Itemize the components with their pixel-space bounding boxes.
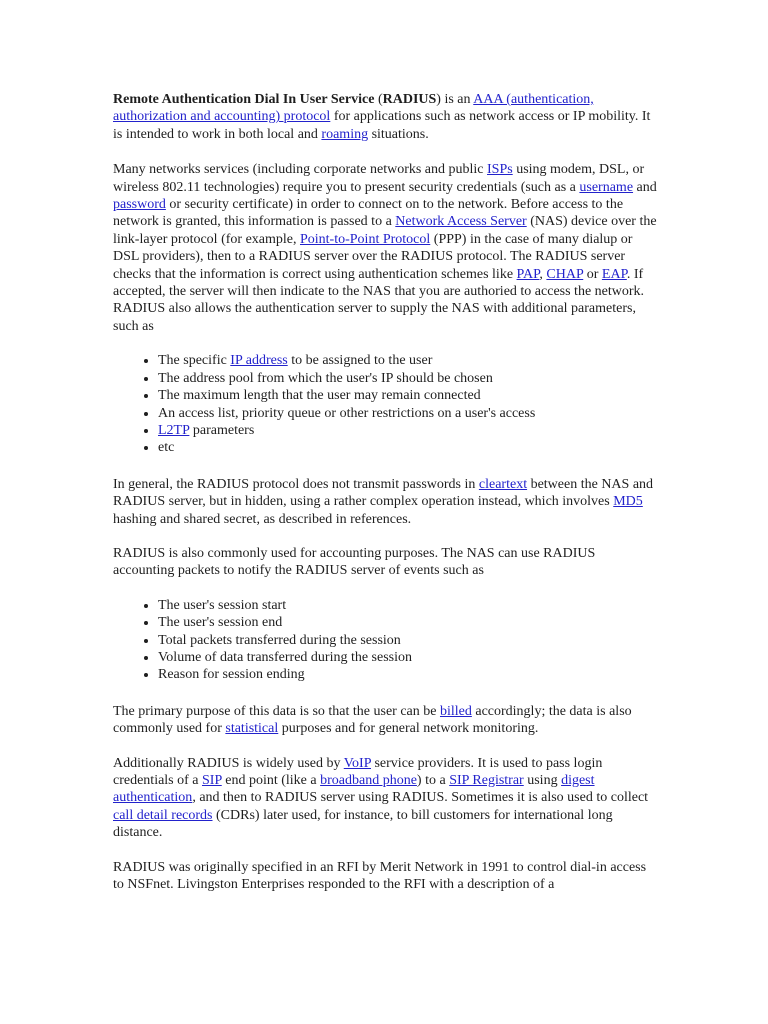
text-span: , and then to RADIUS server using RADIUS. Sometimes it is also used to collect xyxy=(192,790,649,806)
text-span: to be assigned to the user xyxy=(287,353,433,369)
text-span: (CDRs) later used, for instance, to bill customers for international long distance. xyxy=(113,807,613,841)
list-item: • The user's session start xyxy=(158,597,659,614)
link-billed[interactable]: billed xyxy=(439,703,472,719)
term-full-name: Remote Authentication Dial In User Service xyxy=(113,92,375,107)
link-aaa-protocol[interactable]: AAA (authentication, authorization and accounting) protocol xyxy=(113,92,594,125)
list-item xyxy=(158,422,659,439)
list-item xyxy=(158,352,659,369)
accounting-paragraph: RADIUS is also commonly used for accounting purposes. The NAS can use RADIUS accounting packets to notify the RADIUS server of events such as xyxy=(113,545,596,579)
text-span: (NAS) device over the link-layer protocol (for example, xyxy=(113,214,657,247)
text-span: In general, the RADIUS protocol does not transmit passwords in xyxy=(113,476,479,492)
link-eap[interactable]: EAP xyxy=(601,266,627,282)
list-item: • An access list, priority queue or other restrictions on a user's access xyxy=(158,405,659,422)
billing-paragraph xyxy=(113,703,659,738)
voip-paragraph xyxy=(113,755,659,842)
text-span: between the NAS and RADIUS server, but in hidden, using a rather complex operation instead, which involves xyxy=(113,476,654,510)
text-span: situations. xyxy=(368,126,429,142)
text-span: ( xyxy=(374,92,383,107)
list-item: • etc xyxy=(158,439,659,456)
text-span: or security certificate) in order to connect on to the network. Before access to the network is granted, this information is passed to a xyxy=(113,197,624,230)
term-abbreviation: RADIUS xyxy=(382,92,437,107)
link-roaming[interactable]: roaming xyxy=(321,126,369,142)
text-span: or xyxy=(583,266,602,282)
link-broadband-phone[interactable]: broadband phone xyxy=(320,773,417,788)
list-item: • Volume of data transferred during the session xyxy=(158,649,659,666)
text-span: ) is an xyxy=(436,92,474,107)
document-page xyxy=(113,91,659,910)
text-span: (PPP) in the case of many dialup or DSL providers), then to a RADIUS server over the RADIUS protocol. The RADIUS server checks that the information is correct using authentication schemes like xyxy=(113,231,633,282)
link-isps[interactable]: ISPs xyxy=(487,162,513,178)
link-ip-address[interactable]: IP address xyxy=(230,353,288,369)
link-pap[interactable]: PAP xyxy=(516,266,540,282)
text-span: end point (like a xyxy=(221,773,321,788)
link-sip[interactable]: SIP xyxy=(202,773,222,788)
link-cleartext[interactable]: cleartext xyxy=(478,476,528,492)
link-call-detail-records[interactable]: call detail records xyxy=(113,807,213,823)
text-span: Many networks services (including corporate networks and public xyxy=(113,162,488,178)
text-span: purposes and for general network monitoring. xyxy=(278,721,539,737)
text-span: using modem, DSL, or wireless 802.11 technologies) require you to present security credentials (such as a xyxy=(113,162,645,195)
intro-paragraph xyxy=(113,91,659,143)
link-digest-authentication[interactable]: digest authentication xyxy=(113,773,595,806)
text-span: parameters xyxy=(189,422,255,438)
password-transmission-paragraph xyxy=(113,476,659,528)
text-span: The primary purpose of this data is so that the user can be xyxy=(113,703,440,719)
link-md5[interactable]: MD5 xyxy=(613,494,643,510)
link-username[interactable]: username xyxy=(579,179,634,195)
link-password[interactable]: password xyxy=(113,197,166,213)
link-point-to-point-protocol[interactable]: Point-to-Point Protocol xyxy=(299,231,431,247)
text-span: ) to a xyxy=(416,773,450,788)
list-item: • The address pool from which the user's IP should be chosen xyxy=(158,370,659,387)
parameters-list xyxy=(113,352,659,456)
text-span: , xyxy=(539,266,547,282)
accounting-events-list xyxy=(113,597,659,684)
text-span: service providers. It is used to pass login credentials of a xyxy=(113,755,603,788)
text-span: Additionally RADIUS is widely used by xyxy=(113,755,344,771)
list-item: • The maximum length that the user may remain connected xyxy=(158,387,659,404)
text-span: and xyxy=(633,179,657,195)
link-voip[interactable]: VoIP xyxy=(343,755,371,771)
text-span: using xyxy=(523,773,562,788)
text-span: The specific xyxy=(158,353,231,369)
list-item: • The user's session end xyxy=(158,614,659,631)
link-sip-registrar[interactable]: SIP Registrar xyxy=(449,773,524,788)
network-services-paragraph xyxy=(113,161,659,335)
text-span: hashing and shared secret, as described in references. xyxy=(113,511,412,527)
text-span: accordingly; the data is also commonly used for xyxy=(113,703,632,737)
link-network-access-server[interactable]: Network Access Server xyxy=(395,214,527,230)
list-item: • Total packets transferred during the session xyxy=(158,632,659,649)
text-span: for applications such as network access or IP mobility. It is intended to work in both local and xyxy=(113,109,651,142)
list-item: • Reason for session ending xyxy=(158,666,659,683)
history-paragraph: RADIUS was originally specified in an RFI by Merit Network in 1991 to control dial-in access to NSFnet. Livingston Enterprises responded to the RFI with a description of a xyxy=(113,859,647,893)
text-span: . If accepted, the server will then indicate to the NAS that you are authoried to access the network. RADIUS also allows the authentication server to supply the NAS with additional parameters, such as xyxy=(113,266,645,334)
link-l2tp[interactable]: L2TP xyxy=(158,422,190,438)
link-chap[interactable]: CHAP xyxy=(546,266,584,282)
link-statistical[interactable]: statistical xyxy=(225,721,279,737)
